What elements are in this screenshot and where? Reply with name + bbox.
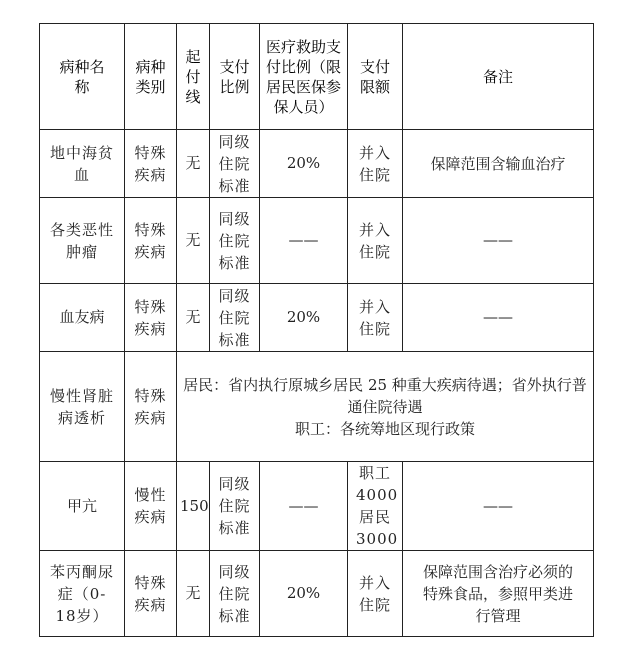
table-header-row: [40, 24, 594, 130]
disease-policy-table: [39, 23, 594, 637]
header-payment-ratio: 支付比例: [210, 24, 260, 130]
merged-employee-policy: 职工：各统筹地区现行政策: [294, 419, 475, 438]
header-category: 病种类别: [125, 24, 177, 130]
header-limit: 支付限额: [348, 24, 403, 130]
cell-name: 血友病: [40, 284, 125, 352]
cell-category: 特殊疾病: [125, 130, 177, 198]
cell-category: 慢性疾病: [125, 462, 177, 551]
table-row: [40, 130, 594, 198]
cell-name: 甲亢: [40, 462, 125, 551]
merged-resident-policy: 居民：省内执行原城乡居民 25 种重大疾病待遇；省外执行普通住院待遇: [183, 375, 587, 416]
cell-name: 慢性肾脏病透析: [40, 352, 125, 462]
table-row: [40, 352, 594, 462]
cell-note: ——: [403, 284, 594, 352]
cell-category: 特殊疾病: [125, 198, 177, 284]
cell-limit: 并入住院: [348, 551, 403, 637]
table-row: [40, 198, 594, 284]
cell-merged-policy: [177, 352, 594, 462]
cell-threshold: 无: [177, 551, 210, 637]
header-name: 病种名称: [40, 24, 125, 130]
cell-note: ——: [403, 198, 594, 284]
cell-payment-ratio: 同级住院标准: [210, 130, 260, 198]
cell-assist-ratio: 20%: [260, 130, 348, 198]
cell-threshold: 150: [177, 462, 210, 551]
cell-category: 特殊疾病: [125, 551, 177, 637]
cell-category: 特殊疾病: [125, 284, 177, 352]
table-row: [40, 284, 594, 352]
header-threshold: 起付线: [177, 24, 210, 130]
cell-limit: 并入住院: [348, 198, 403, 284]
cell-assist-ratio: 20%: [260, 551, 348, 637]
cell-note: ——: [403, 462, 594, 551]
header-assist-ratio: 医疗救助支付比例（限居民医保参保人员）: [260, 24, 348, 130]
cell-assist-ratio: 20%: [260, 284, 348, 352]
cell-assist-ratio: ——: [260, 462, 348, 551]
table-row: [40, 551, 594, 637]
cell-limit: 职工4000居民3000: [348, 462, 403, 551]
header-note: 备注: [403, 24, 594, 130]
cell-name: 地中海贫血: [40, 130, 125, 198]
cell-threshold: 无: [177, 284, 210, 352]
cell-limit: 并入住院: [348, 284, 403, 352]
cell-category: 特殊疾病: [125, 352, 177, 462]
cell-payment-ratio: 同级住院标准: [210, 198, 260, 284]
cell-note: 保障范围含输血治疗: [403, 130, 594, 198]
table-row: [40, 462, 594, 551]
cell-payment-ratio: 同级住院标准: [210, 462, 260, 551]
cell-payment-ratio: 同级住院标准: [210, 284, 260, 352]
cell-threshold: 无: [177, 130, 210, 198]
cell-limit: 并入住院: [348, 130, 403, 198]
cell-assist-ratio: ——: [260, 198, 348, 284]
cell-name: 各类恶性肿瘤: [40, 198, 125, 284]
cell-note: 保障范围含治疗必须的特殊食品，参照甲类进行管理: [403, 551, 594, 637]
cell-name: 苯丙酮尿症（0-18岁）: [40, 551, 125, 637]
cell-payment-ratio: 同级住院标准: [210, 551, 260, 637]
cell-threshold: 无: [177, 198, 210, 284]
